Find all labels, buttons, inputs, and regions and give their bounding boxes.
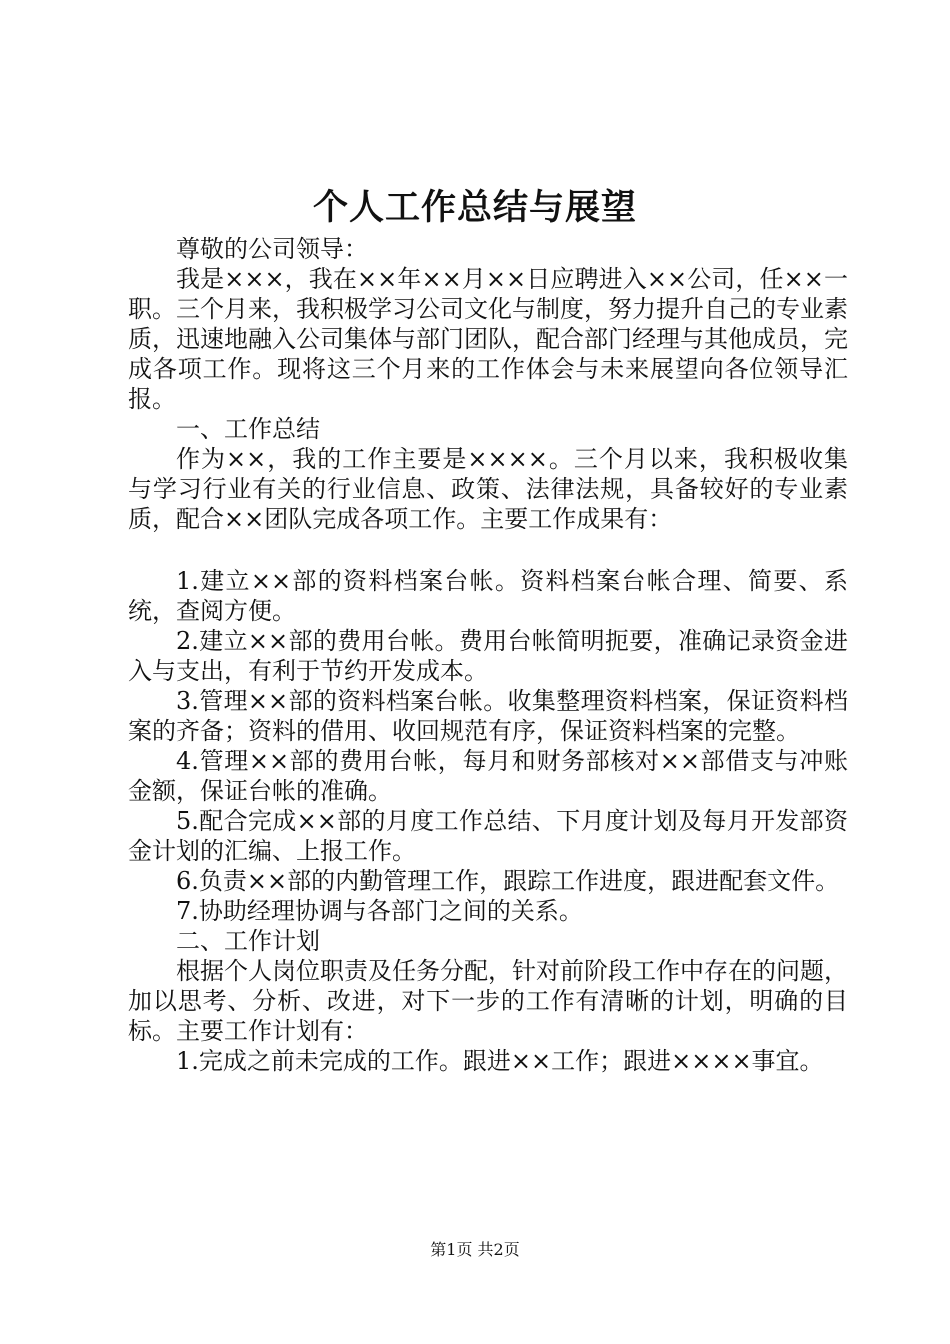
summary-item: 2.建立××部的费用台帐。费用台帐简明扼要，准确记录资金进入与支出，有利于节约开发成本。 (128, 627, 848, 685)
page-number-footer: 第1页 共2页 (430, 1240, 520, 1259)
summary-item: 7.协助经理协调与各部门之间的关系。 (176, 897, 583, 925)
greeting: 尊敬的公司领导： (176, 235, 368, 263)
summary-item: 1.建立××部的资料档案台帐。资料档案台帐合理、简要、系统，查阅方便。 (128, 567, 848, 625)
summary-item: 4.管理××部的费用台帐，每月和财务部核对××部借支与冲账金额，保证台帐的准确。 (128, 747, 848, 805)
section-heading-plan: 二、工作计划 (176, 927, 320, 955)
summary-item: 5.配合完成××部的月度工作总结、下月度计划及每月开发部资金计划的汇编、上报工作。 (128, 807, 848, 865)
summary-intro-paragraph: 作为××，我的工作主要是××××。三个月以来，我积极收集与学习行业有关的行业信息、政策、法律法规，具备较好的专业素质，配合××团队完成各项工作。主要工作成果有： (128, 445, 848, 533)
summary-item: 3.管理××部的资料档案台帐。收集整理资料档案，保证资料档案的齐备；资料的借用、收回规范有序，保证资料档案的完整。 (128, 687, 848, 745)
section-heading-summary: 一、工作总结 (176, 415, 320, 443)
intro-paragraph: 我是×××，我在××年××月××日应聘进入××公司，任××一职。三个月来，我积极学习公司文化与制度，努力提升自己的专业素质，迅速地融入公司集体与部门团队，配合部门经理与其他成员，完成各项工作。现将这三个月来的工作体会与未来展望向各位领导汇报。 (128, 265, 848, 413)
plan-intro-paragraph: 根据个人岗位职责及任务分配，针对前阶段工作中存在的问题，加以思考、分析、改进，对下一步的工作有清晰的计划，明确的目标。主要工作计划有： (128, 957, 848, 1045)
blank-line (128, 534, 848, 566)
document-body (128, 234, 848, 1076)
document-title: 个人工作总结与展望 (312, 187, 637, 228)
plan-item: 1.完成之前未完成的工作。跟进××工作；跟进××××事宜。 (176, 1047, 824, 1075)
summary-item: 6.负责××部的内勤管理工作，跟踪工作进度，跟进配套文件。 (176, 867, 840, 895)
